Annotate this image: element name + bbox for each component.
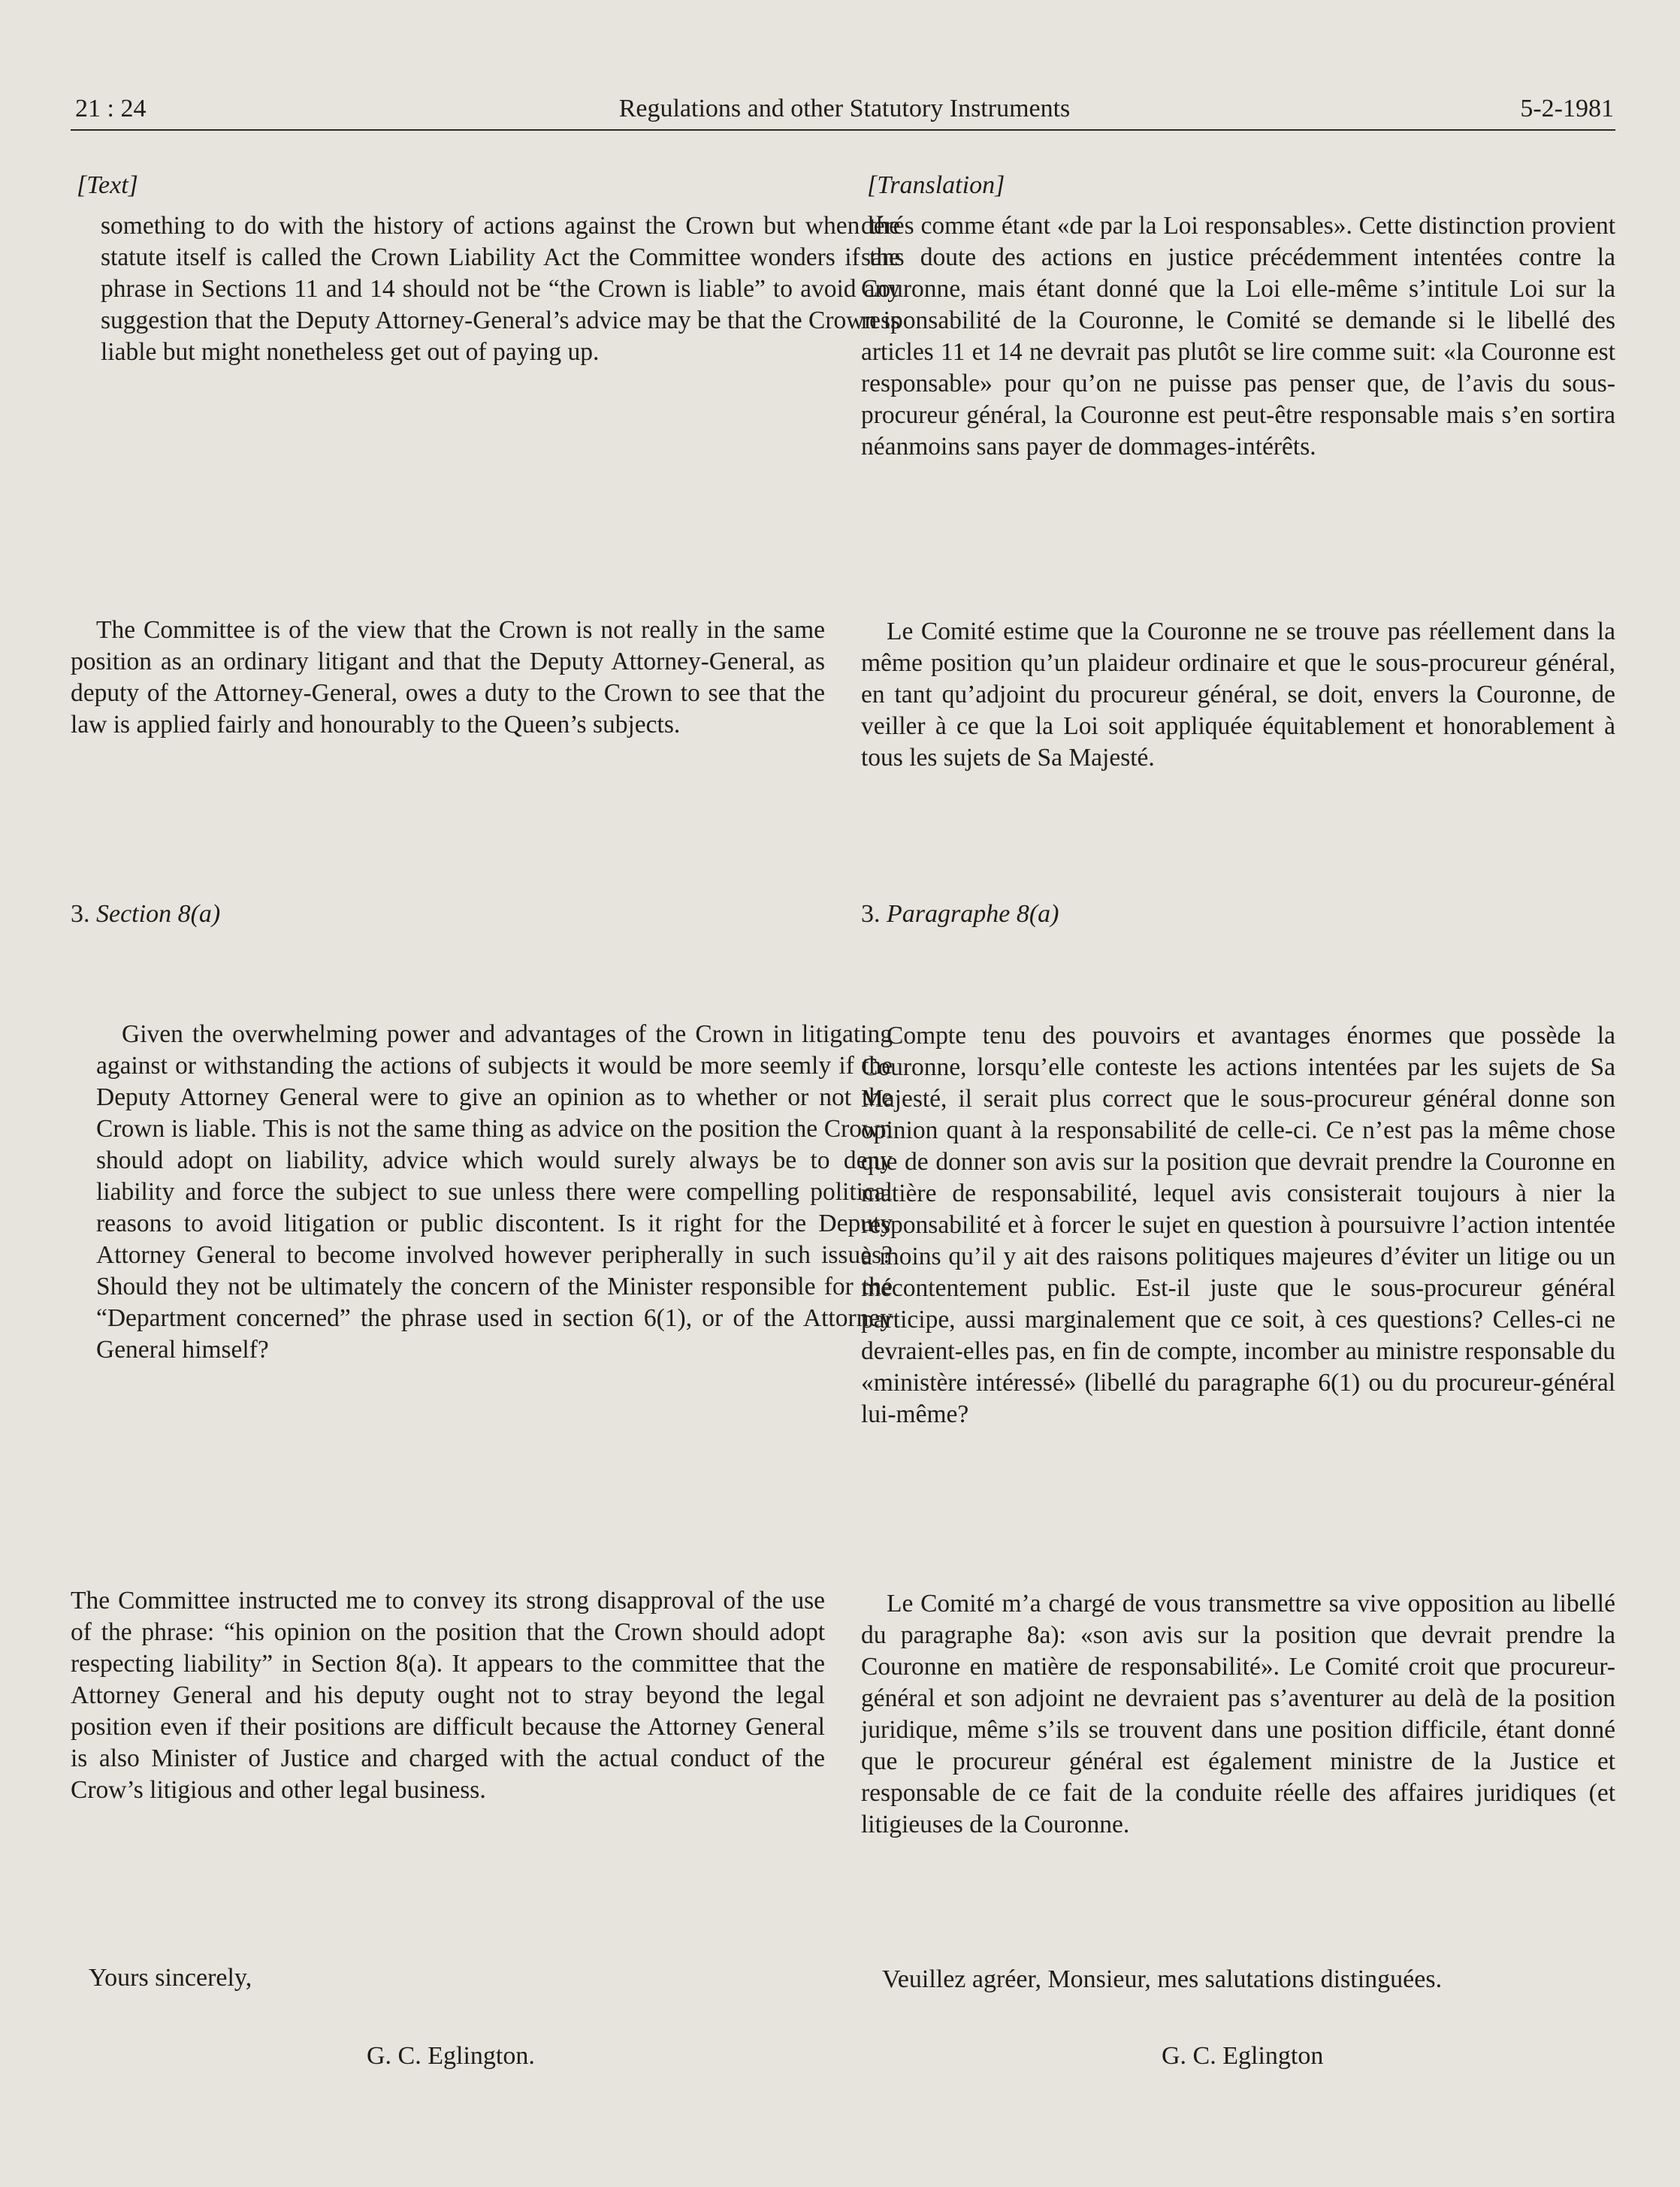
english-paragraph-3: Given the overwhelming power and advantages of the Crown in litigating against or withstanding the actions of subjects it would be more seemly if the Deputy Attorney General were to give an opinion as to whether or not the Crown is liable. This is not the same thing as advice on the position the Crown should adopt on liability, advice which would surely always be to deny liability and force the subject to sue unless there were compelling political reasons to avoid litigation or public discontent. Is it right for the Deputy Attorney General to become involved however peripherally in such issues? Should they not be ultimately the concern of the Minister responsible for the “Department concerned” the phrase used in section 6(1), or of the Attorney General himself? [96,1020,893,1364]
english-signature: G. C. Eglington. [367,2042,535,2070]
header-rule [71,129,1615,131]
french-paragraph-3: Compte tenu des pouvoirs et avantages énormes que possède la Couronne, lorsqu’elle conteste les actions intentées par les sujets de Sa Majesté, il serait plus correct que le sous-procureur général donne son opinion quant à la responsabilité de celle-ci. Ce n’est pas la même chose que de donner son avis sur la position que devrait prendre la Couronne en matière de responsabilité, lequel avis consisterait toujours à nier la responsabilité et à forcer le sujet en question à poursuivre l’action intentée à moins qu’il y ait des raisons politiques majeures d’éviter un litige ou un mécontentement public. Est-il juste que le sous-procureur général participe, aussi marginalement que ce soit, à ces questions? Celles-ci ne devraient-elles pas, en fin de compte, incomber au ministre responsable du «ministère intéressé» (libellé du paragraphe 6(1) ou du procureur-général lui-même? [861,1022,1615,1428]
section-number: 3. [71,900,90,928]
running-title: Regulations and other Statutory Instruments [618,95,1071,122]
section-title: Paragraphe 8(a) [887,900,1059,928]
english-closing: Yours sincerely, [89,1964,252,1992]
french-section-heading [861,899,1059,930]
section-number: 3. [861,900,881,928]
text-label: [Text] [77,171,138,199]
english-section-heading [71,899,220,930]
page-header [75,95,1614,132]
french-paragraph-2: Le Comité estime que la Couronne ne se trouve pas réellement dans la même position qu’un plaideur ordinaire et que le sous-procureur général, en tant qu’adjoint du procureur général, se doit, envers la Couronne, de veiller à ce que la Loi soit appliquée équitablement et honorablement à tous les sujets de Sa Majesté. [861,618,1615,772]
english-paragraph-1: something to do with the history of actions against the Crown but when the statute itself is called the Crown Liability Act the Committee wonders if the phrase in Sections 11 and 14 should not be “the Crown is liable” to avoid any suggestion that the Deputy Attorney-General’s advice may be that the Crown is liable but might nonetheless get out of paying up. [101,212,900,366]
french-paragraph-1: dérés comme étant «de par la Loi responsables». Cette distinction provient sans doute des actions en justice précédemment intentées contre la Couronne, mais étant donné que la Loi elle-même s’intitule Loi sur la responsabilité de la Couronne, le Comité se demande si le libellé des articles 11 et 14 ne devrait pas plutôt se lire comme suit: «la Couronne est responsable» pour qu’on ne puisse pas penser que, de l’avis du sous-procureur général, la Couronne est peut-être responsable mais s’en sortira néanmoins sans payer de dommages-intérêts. [861,212,1615,461]
translation-label: [Translation] [867,171,1005,199]
page-number: 21 : 24 [75,95,147,122]
section-title: Section 8(a) [96,900,221,928]
french-closing: Veuillez agréer, Monsieur, mes salutations distinguées. [882,1965,1443,1993]
english-paragraph-4: The Committee instructed me to convey its strong disapproval of the use of the phrase: “his opinion on the position that the Crown should adopt respecting liability” in Section 8(a). It appears to the committee that the Attorney General and his deputy ought not to stray beyond the legal position even if their positions are difficult because the Attorney General is also Minister of Justice and charged with the actual conduct of the Crow’s litigious and other legal business. [71,1587,825,1804]
english-paragraph-2: The Committee is of the view that the Crown is not really in the same position as an ordinary litigant and that the Deputy Attorney-General, as deputy of the Attorney-General, owes a duty to the Crown to see that the law is applied fairly and honourably to the Queen’s subjects. [71,616,825,739]
header-date: 5-2-1981 [1520,95,1614,122]
french-paragraph-4: Le Comité m’a chargé de vous transmettre sa vive opposition au libellé du paragraphe 8a): «son avis sur la position que devrait prendre la Couronne en matière de responsabilité». Le Comité croit que procureur-général et son adjoint ne devraient pas s’aventurer au delà de la position juridique, même s’ils se trouvent dans une position difficile, étant donné que le procureur général est également ministre de la Justice et responsable de ce fait de la conduite réelle des affaires juridiques (et litigieuses de la Couronne. [861,1590,1615,1838]
french-signature: G. C. Eglington [1162,2042,1324,2070]
